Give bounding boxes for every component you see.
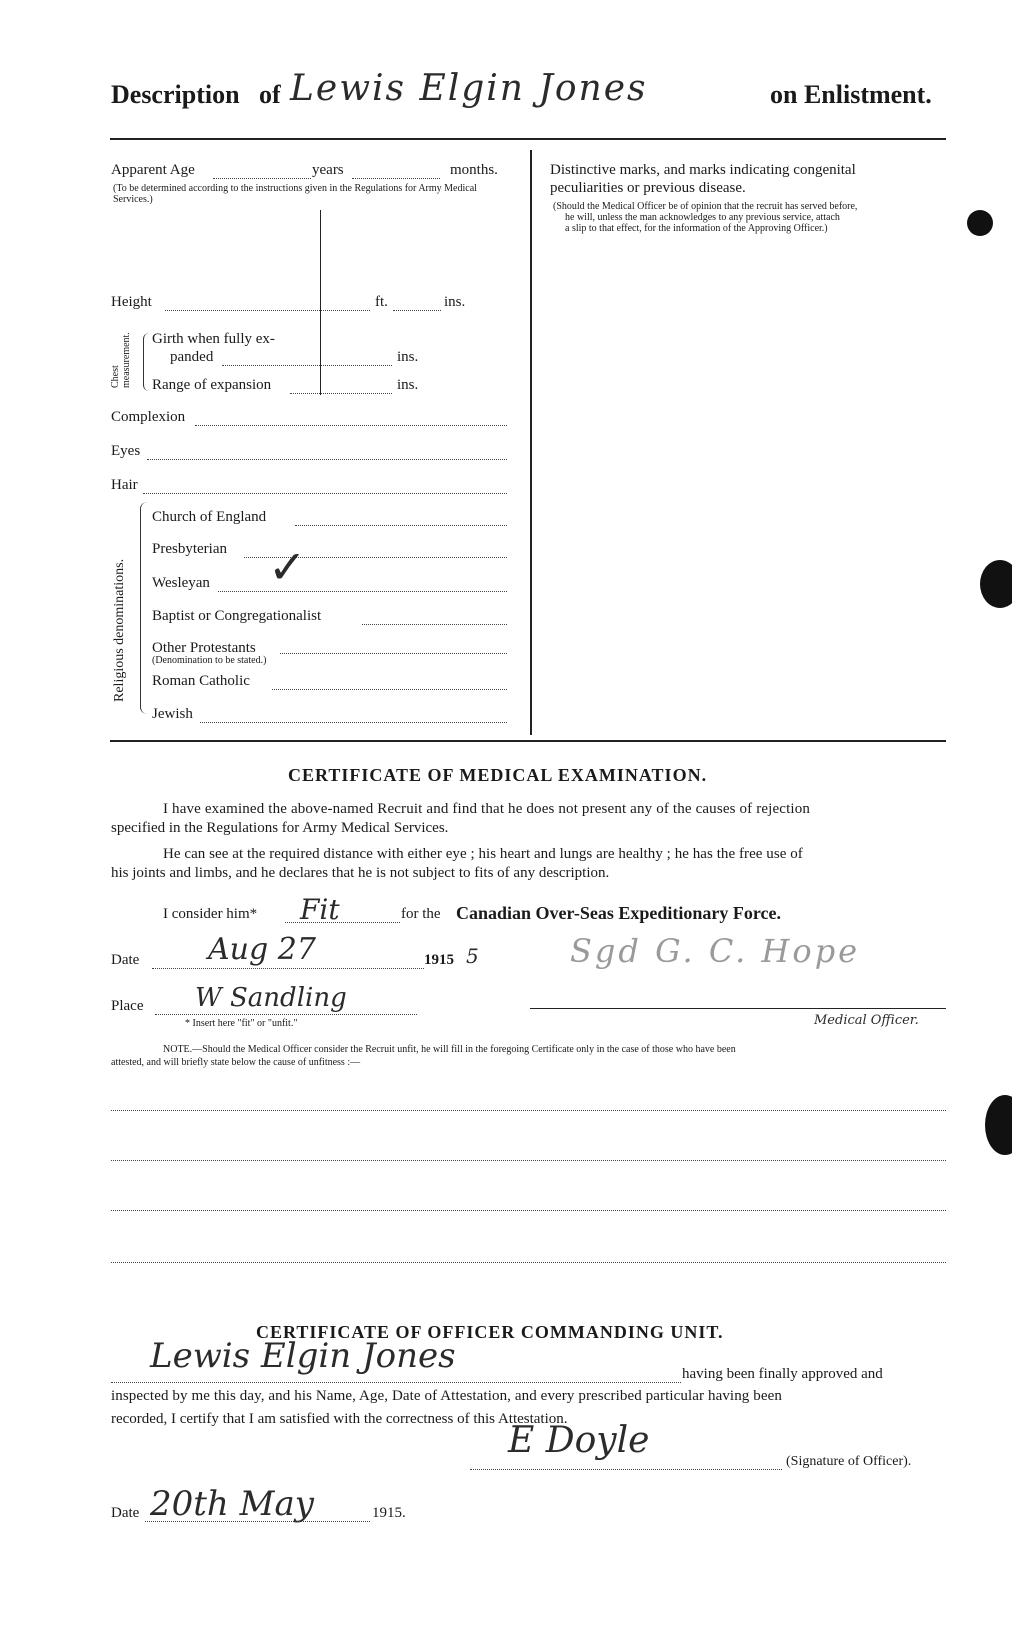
chest-brace <box>143 333 150 391</box>
commanding-line3: recorded, I certify that I am satisfied with the correctness of this Attestation. <box>111 1411 568 1427</box>
complexion-dotted-line <box>195 425 507 426</box>
commanding-date-year: 1915. <box>372 1505 406 1521</box>
religion-item: Wesleyan <box>152 575 210 591</box>
medical-para2-line2: his joints and limbs, and he declares that he is not subject to fits of any description. <box>111 865 610 881</box>
medical-note-line1: NOTE.—Should the Medical Officer consider the Recruit unfit, he will fill in the foregoing Certificate only in the case of those who have been <box>163 1044 736 1055</box>
commanding-date-label: Date <box>111 1505 140 1521</box>
commanding-officer-signature: E Doyle <box>508 1420 650 1461</box>
religion-item: Presbyterian <box>152 541 227 557</box>
unfitness-line <box>111 1210 946 1211</box>
header-rule <box>110 138 946 140</box>
header-prefix: Description <box>111 80 240 109</box>
place-dotted-line <box>155 1014 417 1015</box>
girth-label-line1: Girth when fully ex- <box>152 331 275 347</box>
range-dotted-line <box>290 393 392 394</box>
hair-dotted-line <box>143 493 507 494</box>
left-inner-vertical <box>320 210 321 395</box>
punch-hole <box>985 1095 1012 1155</box>
religion-dotted-line <box>272 689 507 690</box>
age-note: (To be determined according to the instructions given in the Regulations for Army Medical Services.) <box>113 183 477 205</box>
insert-note: * Insert here "fit" or "unfit." <box>185 1018 298 1029</box>
height-label: Height <box>111 294 152 310</box>
medical-officer-signature: Sgd G. C. Hope <box>570 932 861 970</box>
consider-dotted-line <box>285 922 400 923</box>
unfitness-line <box>111 1262 946 1263</box>
signature-caption: (Signature of Officer). <box>786 1454 912 1469</box>
section-rule <box>110 740 946 742</box>
center-divider <box>530 150 532 735</box>
religion-dotted-line <box>200 722 507 723</box>
marks-note-line2: he will, unless the man acknowledges to any previous service, attach <box>565 212 840 223</box>
girth-label-line2: panded <box>170 349 214 365</box>
force-name: Canadian Over-Seas Expeditionary Force. <box>456 903 781 923</box>
punch-hole <box>967 210 993 236</box>
religion-item: Jewish <box>152 706 193 722</box>
height-ft: ft. <box>375 294 388 310</box>
girth-ins: ins. <box>397 349 419 365</box>
religion-dotted-line <box>280 653 507 654</box>
eyes-dotted-line <box>147 459 507 460</box>
medical-para1-line1: I have examined the above-named Recruit and find that he does not present any of the causes of rejection <box>163 801 811 817</box>
commanding-date-value: 20th May <box>150 1484 314 1524</box>
hair-label: Hair <box>111 477 138 493</box>
height-dotted-line <box>165 310 370 311</box>
age-dotted-line <box>213 178 311 179</box>
medical-officer-title: Medical Officer. <box>814 1013 919 1028</box>
date-year: 1915 <box>424 952 454 968</box>
header-of: of <box>259 80 281 109</box>
complexion-label: Complexion <box>111 409 186 425</box>
commanding-line2: inspected by me this day, and his Name, Age, Date of Attestation, and every prescribed particular having been <box>111 1388 782 1404</box>
religion-group-label: Religious denominations. <box>112 558 127 702</box>
unfitness-line <box>111 1160 946 1161</box>
medical-para1-line2: specified in the Regulations for Army Medical Services. <box>111 820 449 836</box>
marks-label-line1: Distinctive marks, and marks indicating congenital <box>550 162 856 178</box>
commanding-name-handwritten: Lewis Elgin Jones <box>150 1336 456 1376</box>
religion-dotted-line <box>218 591 507 592</box>
date-value: Aug 27 <box>208 932 316 967</box>
age-months: months. <box>450 162 498 178</box>
medical-para2-line1: He can see at the required distance with either eye ; his heart and lungs are healthy ; he has the free use of <box>163 846 803 862</box>
header-suffix: on Enlistment. <box>770 80 932 109</box>
religion-check-mark: ✓ <box>268 540 307 594</box>
girth-dotted-line <box>222 365 392 366</box>
height-ins: ins. <box>444 294 466 310</box>
range-ins: ins. <box>397 377 419 393</box>
marks-label-line2: peculiarities or previous disease. <box>550 180 746 196</box>
eyes-label: Eyes <box>111 443 141 459</box>
place-label: Place <box>111 998 144 1014</box>
marks-note-line1: (Should the Medical Officer be of opinion that the recruit has served before, <box>553 201 858 212</box>
date-label: Date <box>111 952 140 968</box>
religion-item: Baptist or Congregationalist <box>152 608 322 624</box>
religion-item: Other Protestants <box>152 640 256 656</box>
punch-hole <box>980 560 1012 608</box>
commanding-name-dotted-line <box>111 1382 681 1383</box>
chest-label: Chest measurement. <box>110 332 132 388</box>
range-label: Range of expansion <box>152 377 272 393</box>
religion-item: Roman Catholic <box>152 673 250 689</box>
commanding-date-dotted-line <box>145 1521 370 1522</box>
age-label: Apparent Age <box>111 162 195 178</box>
height-dotted-line <box>393 310 441 311</box>
age-dotted-line <box>352 178 440 179</box>
consider-prefix: I consider him* <box>163 906 258 922</box>
religion-dotted-line <box>362 624 507 625</box>
age-years: years <box>312 162 344 178</box>
commanding-title: CERTIFICATE OF OFFICER COMMANDING UNIT. <box>256 1322 724 1342</box>
medical-title: CERTIFICATE OF MEDICAL EXAMINATION. <box>288 765 708 785</box>
other-protestants-note: (Denomination to be stated.) <box>152 655 267 666</box>
date-year-correction: 5 <box>466 944 479 968</box>
medical-note-line2: attested, and will briefly state below the cause of unfitness :— <box>111 1057 361 1068</box>
place-value: W Sandling <box>195 983 347 1013</box>
commanding-signature-dotted-line <box>470 1469 782 1470</box>
commanding-line1-suffix: having been finally approved and <box>682 1366 883 1382</box>
medical-officer-signature-line <box>530 1008 946 1009</box>
religion-brace <box>140 502 147 714</box>
date-dotted-line <box>152 968 424 969</box>
consider-suffix: for the <box>401 906 441 922</box>
marks-note-line3: a slip to that effect, for the information of the Approving Officer.) <box>565 223 828 234</box>
header-name-handwritten: Lewis Elgin Jones <box>290 68 648 109</box>
consider-value: Fit <box>300 893 340 926</box>
religion-item: Church of England <box>152 509 267 525</box>
religion-dotted-line <box>295 525 507 526</box>
unfitness-line <box>111 1110 946 1111</box>
